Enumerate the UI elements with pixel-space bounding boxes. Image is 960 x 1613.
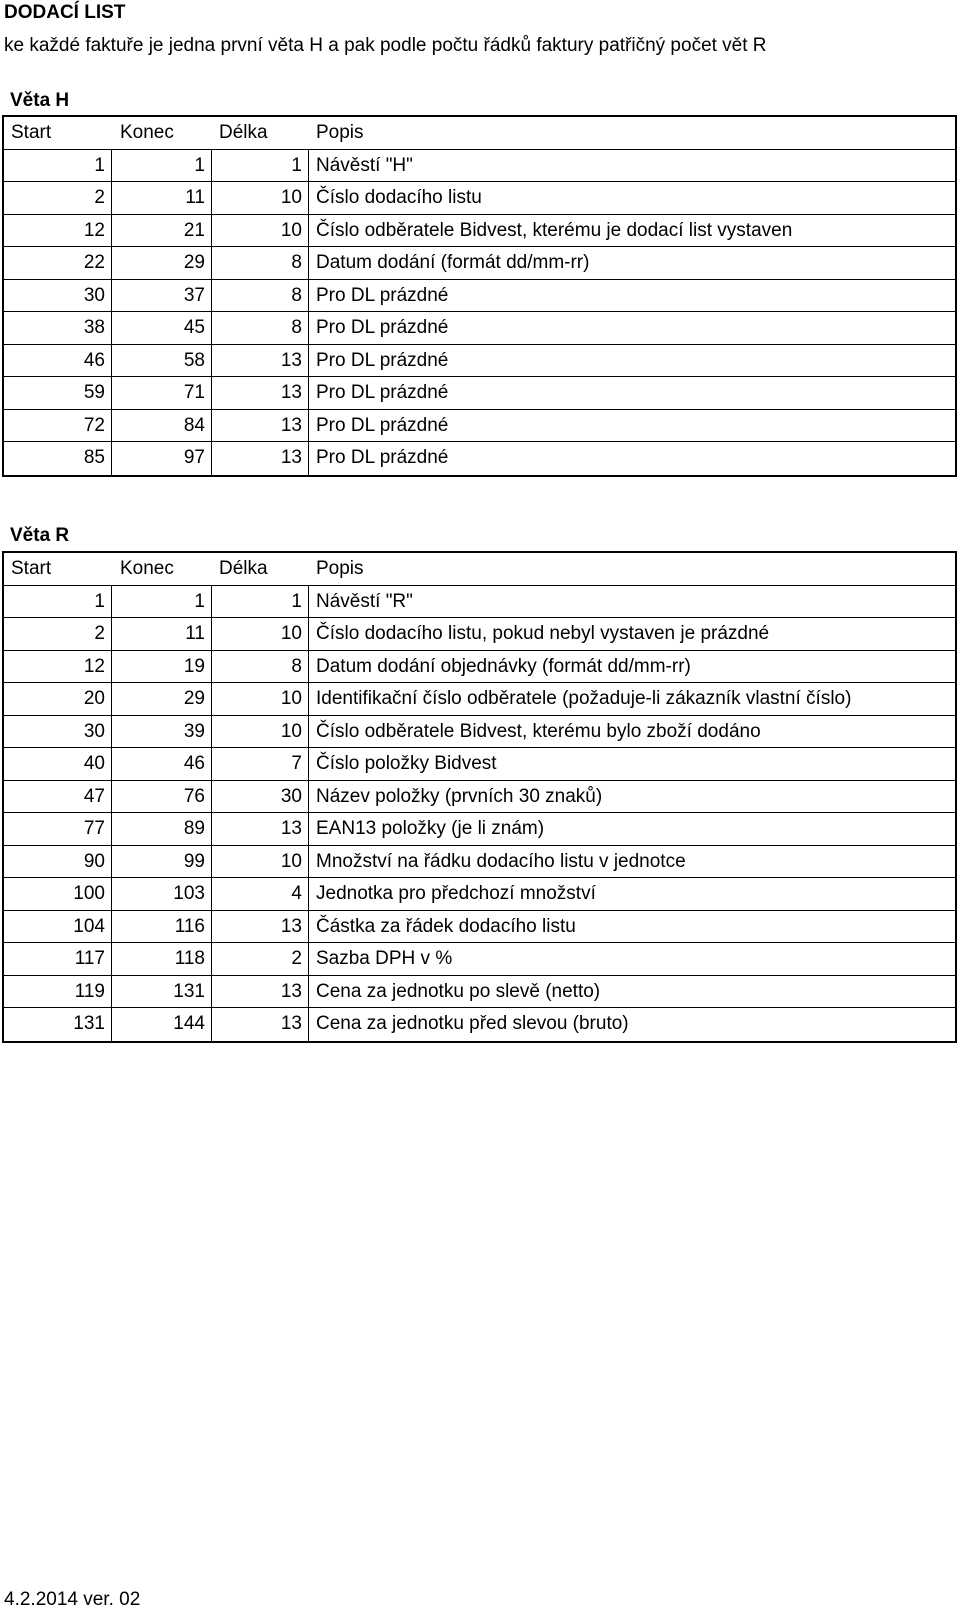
delka-cell: 13 bbox=[212, 345, 309, 377]
start-cell: 119 bbox=[4, 976, 112, 1008]
delka-cell: 13 bbox=[212, 377, 309, 409]
popis-cell: Částka za řádek dodacího listu bbox=[316, 915, 576, 937]
konec-cell: 29 bbox=[112, 683, 212, 715]
start-cell: 30 bbox=[4, 280, 112, 312]
delka-cell: 1 bbox=[212, 150, 309, 182]
konec-cell: 116 bbox=[112, 911, 212, 943]
start-cell: 1 bbox=[4, 150, 112, 182]
konec-cell: 11 bbox=[112, 618, 212, 650]
column-header: Popis bbox=[316, 558, 364, 579]
popis-cell: Číslo odběratele Bidvest, kterému je dodací list vystaven bbox=[316, 219, 793, 241]
delka-cell: 13 bbox=[212, 410, 309, 442]
popis-cell: Identifikační číslo odběratele (požaduje-li zákazník vlastní číslo) bbox=[316, 688, 852, 709]
delka-cell: 30 bbox=[212, 781, 309, 813]
column-header: Délka bbox=[219, 558, 268, 579]
start-cell: 2 bbox=[4, 618, 112, 650]
table-row bbox=[4, 410, 955, 443]
konec-cell: 144 bbox=[112, 1008, 212, 1041]
column-header: Délka bbox=[219, 122, 268, 143]
delka-cell: 8 bbox=[212, 651, 309, 683]
table-row bbox=[4, 748, 955, 781]
start-cell: 77 bbox=[4, 813, 112, 845]
start-cell: 12 bbox=[4, 215, 112, 247]
delka-cell: 8 bbox=[212, 247, 309, 279]
start-cell: 46 bbox=[4, 345, 112, 377]
popis-cell: Cena za jednotku před slevou (bruto) bbox=[316, 1013, 629, 1034]
table-row bbox=[4, 976, 955, 1009]
start-cell: 90 bbox=[4, 846, 112, 878]
column-header: Konec bbox=[120, 122, 174, 143]
konec-cell: 29 bbox=[112, 247, 212, 279]
start-cell: 131 bbox=[4, 1008, 112, 1041]
section-label-veta-h: Věta H bbox=[10, 90, 70, 111]
popis-cell: Číslo položky Bidvest bbox=[316, 753, 497, 774]
version-footer: 4.2.2014 ver. 02 bbox=[4, 1589, 141, 1610]
start-cell: 72 bbox=[4, 410, 112, 442]
table-row bbox=[4, 618, 955, 651]
table-row bbox=[4, 846, 955, 879]
section-label-veta-r: Věta R bbox=[10, 525, 70, 546]
column-header: Popis bbox=[316, 122, 364, 143]
start-cell: 12 bbox=[4, 651, 112, 683]
delka-cell: 13 bbox=[212, 442, 309, 475]
konec-cell: 71 bbox=[112, 377, 212, 409]
konec-cell: 19 bbox=[112, 651, 212, 683]
delka-cell: 1 bbox=[212, 586, 309, 618]
popis-cell: Pro DL prázdné bbox=[316, 447, 449, 468]
table-row bbox=[4, 813, 955, 846]
delka-cell: 10 bbox=[212, 182, 309, 214]
table-header-row bbox=[4, 117, 955, 150]
konec-cell: 103 bbox=[112, 878, 212, 910]
delka-cell: 4 bbox=[212, 878, 309, 910]
table-row bbox=[4, 943, 955, 976]
start-cell: 40 bbox=[4, 748, 112, 780]
table-row bbox=[4, 651, 955, 684]
konec-cell: 58 bbox=[112, 345, 212, 377]
popis-cell: Pro DL prázdné bbox=[316, 349, 449, 371]
popis-cell: Číslo dodacího listu bbox=[316, 187, 482, 208]
delka-cell: 13 bbox=[212, 976, 309, 1008]
start-cell: 22 bbox=[4, 247, 112, 279]
start-cell: 117 bbox=[4, 943, 112, 975]
start-cell: 85 bbox=[4, 442, 112, 475]
start-cell: 20 bbox=[4, 683, 112, 715]
konec-cell: 1 bbox=[112, 150, 212, 182]
popis-cell: Cena za jednotku po slevě (netto) bbox=[316, 980, 601, 1002]
popis-cell: Množství na řádku dodacího listu v jednotce bbox=[316, 850, 686, 872]
popis-cell: Sazba DPH v % bbox=[316, 948, 453, 969]
delka-cell: 10 bbox=[212, 618, 309, 650]
start-cell: 38 bbox=[4, 312, 112, 344]
document-title: DODACÍ LIST bbox=[4, 2, 126, 23]
table-row bbox=[4, 377, 955, 410]
popis-cell: Datum dodání (formát dd/mm-rr) bbox=[316, 252, 590, 273]
table-row bbox=[4, 781, 955, 814]
delka-cell: 10 bbox=[212, 846, 309, 878]
table-row bbox=[4, 280, 955, 313]
popis-cell: Číslo odběratele Bidvest, kterému bylo zboží dodáno bbox=[316, 720, 761, 742]
popis-cell: Název položky (prvních 30 znaků) bbox=[316, 785, 603, 807]
konec-cell: 39 bbox=[112, 716, 212, 748]
table-row bbox=[4, 911, 955, 944]
table-row bbox=[4, 586, 955, 619]
table-veta-r bbox=[2, 551, 957, 1043]
table-row bbox=[4, 878, 955, 911]
delka-cell: 13 bbox=[212, 813, 309, 845]
konec-cell: 76 bbox=[112, 781, 212, 813]
konec-cell: 89 bbox=[112, 813, 212, 845]
konec-cell: 1 bbox=[112, 586, 212, 618]
table-row bbox=[4, 1008, 955, 1041]
delka-cell: 10 bbox=[212, 215, 309, 247]
konec-cell: 21 bbox=[112, 215, 212, 247]
table-row bbox=[4, 215, 955, 248]
konec-cell: 11 bbox=[112, 182, 212, 214]
konec-cell: 99 bbox=[112, 846, 212, 878]
column-header: Start bbox=[11, 122, 52, 143]
konec-cell: 46 bbox=[112, 748, 212, 780]
konec-cell: 118 bbox=[112, 943, 212, 975]
popis-cell: Jednotka pro předchozí množství bbox=[316, 883, 596, 904]
table-row bbox=[4, 150, 955, 183]
column-header: Konec bbox=[120, 558, 174, 579]
konec-cell: 37 bbox=[112, 280, 212, 312]
konec-cell: 45 bbox=[112, 312, 212, 344]
start-cell: 104 bbox=[4, 911, 112, 943]
start-cell: 100 bbox=[4, 878, 112, 910]
delka-cell: 8 bbox=[212, 312, 309, 344]
delka-cell: 7 bbox=[212, 748, 309, 780]
table-row bbox=[4, 312, 955, 345]
start-cell: 30 bbox=[4, 716, 112, 748]
delka-cell: 8 bbox=[212, 280, 309, 312]
start-cell: 1 bbox=[4, 586, 112, 618]
column-header: Start bbox=[11, 558, 52, 579]
table-row bbox=[4, 247, 955, 280]
popis-cell: Číslo dodacího listu, pokud nebyl vystaven je prázdné bbox=[316, 623, 770, 644]
start-cell: 59 bbox=[4, 377, 112, 409]
delka-cell: 13 bbox=[212, 1008, 309, 1041]
popis-cell: Pro DL prázdné bbox=[316, 414, 449, 436]
start-cell: 47 bbox=[4, 781, 112, 813]
table-row bbox=[4, 683, 955, 716]
popis-cell: Datum dodání objednávky (formát dd/mm-rr) bbox=[316, 655, 691, 677]
konec-cell: 131 bbox=[112, 976, 212, 1008]
table-row bbox=[4, 345, 955, 378]
popis-cell: Návěstí "H" bbox=[316, 154, 413, 176]
konec-cell: 84 bbox=[112, 410, 212, 442]
table-row bbox=[4, 442, 955, 475]
table-header-row bbox=[4, 553, 955, 586]
popis-cell: Pro DL prázdné bbox=[316, 382, 449, 403]
popis-cell: EAN13 položky (je li znám) bbox=[316, 818, 545, 839]
popis-cell: Pro DL prázdné bbox=[316, 317, 449, 338]
popis-cell: Pro DL prázdné bbox=[316, 284, 449, 306]
popis-cell: Návěstí "R" bbox=[316, 590, 413, 612]
table-row bbox=[4, 182, 955, 215]
delka-cell: 2 bbox=[212, 943, 309, 975]
konec-cell: 97 bbox=[112, 442, 212, 475]
delka-cell: 10 bbox=[212, 683, 309, 715]
delka-cell: 13 bbox=[212, 911, 309, 943]
table-row bbox=[4, 716, 955, 749]
document-subtitle: ke každé faktuře je jedna první věta H a pak podle počtu řádků faktury patřičný počet vět R bbox=[4, 35, 767, 56]
delka-cell: 10 bbox=[212, 716, 309, 748]
start-cell: 2 bbox=[4, 182, 112, 214]
table-veta-h bbox=[2, 115, 957, 477]
